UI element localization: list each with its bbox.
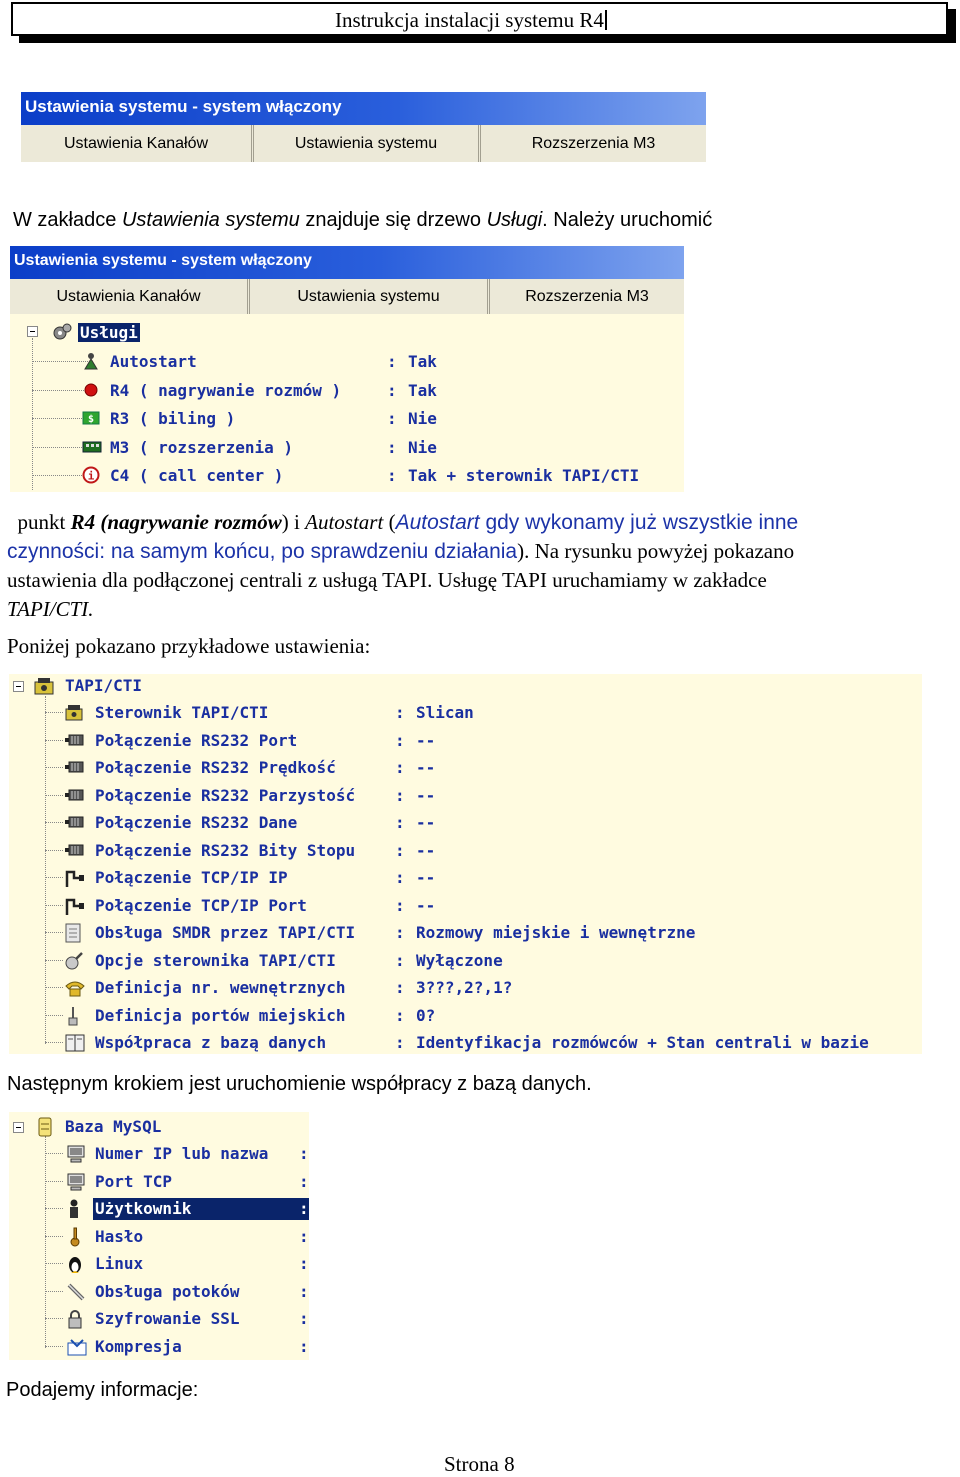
handset-icon: [64, 978, 82, 996]
service-row[interactable]: [10, 407, 684, 431]
page-number: Strona 8: [444, 1452, 515, 1476]
setting-label: Hasło: [95, 1226, 144, 1246]
separator: :: [299, 1281, 309, 1301]
separator: :: [395, 703, 405, 722]
tapi-setting-row[interactable]: [9, 1031, 922, 1054]
setting-value: --: [416, 813, 436, 832]
tapi-setting-row[interactable]: [9, 756, 922, 780]
setting-value: --: [416, 730, 436, 750]
setting-label: Współpraca z bazą danych: [95, 1033, 327, 1052]
info-icon: [82, 466, 100, 484]
tapi-setting-row[interactable]: [9, 949, 922, 973]
tab-bar: [21, 125, 706, 162]
service-row[interactable]: [10, 379, 684, 403]
separator: :: [299, 1144, 309, 1163]
setting-value: --: [416, 895, 436, 915]
services-tree: [10, 314, 684, 492]
separator: :: [299, 1336, 309, 1356]
paragraph-services-intro: W zakładce Ustawienia systemu znajduje się drzewo Usługi. Należy uruchomić: [13, 209, 713, 231]
setting-label: Połączenie RS232 Parzystość: [95, 785, 356, 805]
setting-label: Obsługa SMDR przez TAPI/CTI: [95, 923, 356, 942]
svg-text:i: i: [87, 469, 95, 483]
mysql-setting-row[interactable]: [9, 1252, 309, 1276]
tree-root[interactable]: Usługi: [10, 322, 684, 344]
mysql-setting-row[interactable]: [9, 1197, 309, 1221]
setting-label: Połączenie RS232 Bity Stopu: [95, 840, 356, 860]
document-title: Instrukcja instalacji systemu R4: [335, 8, 607, 33]
plug-icon: [64, 1006, 82, 1024]
document-icon: [64, 923, 82, 941]
separator: :: [395, 923, 405, 942]
page-header: [11, 2, 948, 36]
setting-label: Połączenie TCP/IP Port: [95, 895, 307, 915]
service-label: M3 ( rozszerzenia ): [110, 437, 294, 457]
service-label: R4 ( nagrywanie rozmów ): [110, 380, 342, 400]
tools-icon: [64, 951, 82, 969]
separator: :: [299, 1199, 309, 1218]
service-value: Tak: [408, 380, 437, 400]
tapi-setting-row[interactable]: [9, 894, 922, 918]
separator: :: [395, 895, 405, 915]
tab-system-settings[interactable]: Ustawienia systemu: [250, 279, 490, 314]
separator: :: [395, 978, 405, 997]
setting-value: Wyłączone: [416, 950, 503, 970]
red-dot-icon: [82, 381, 100, 399]
separator: :: [387, 437, 397, 457]
tapi-setting-row[interactable]: [9, 811, 922, 835]
setting-label: Linux: [95, 1254, 144, 1273]
service-value: Tak: [408, 352, 437, 371]
service-row[interactable]: [10, 464, 684, 488]
service-value: Tak + sterownik TAPI/CTI: [408, 466, 640, 485]
separator: :: [395, 950, 405, 970]
board-icon: [82, 438, 100, 456]
tab-bar: [10, 279, 684, 314]
tapi-setting-row[interactable]: [9, 784, 922, 808]
mysql-setting-row[interactable]: [9, 1280, 309, 1304]
separator: :: [395, 868, 405, 887]
connector-icon: [64, 841, 82, 859]
key-icon: [66, 1227, 84, 1245]
paragraph-line: punkt R4 (nagrywanie rozmów) i Autostart (Autostart gdy wykonamy już wszystkie inne: [17, 510, 799, 534]
tapi-setting-row[interactable]: [9, 921, 922, 945]
person-icon: [82, 352, 100, 370]
separator: :: [395, 840, 405, 860]
separator: :: [299, 1226, 309, 1246]
paragraph-r4-instructions: [7, 508, 952, 624]
separator: :: [387, 466, 397, 485]
setting-label: Połączenie RS232 Dane: [95, 813, 298, 832]
lock-icon: [66, 1309, 84, 1327]
separator: :: [395, 1005, 405, 1025]
penguin-icon: [66, 1254, 84, 1272]
setting-label: Połączenie RS232 Port: [95, 730, 298, 750]
phone-icon: [64, 703, 82, 721]
database-icon: [37, 1117, 55, 1135]
setting-value: 3???,2?,1?: [416, 978, 513, 997]
mysql-setting-row[interactable]: [9, 1142, 309, 1166]
service-value: Nie: [408, 437, 437, 457]
separator: :: [387, 380, 397, 400]
tapi-setting-row[interactable]: [9, 976, 922, 1000]
setting-label: Definicja portów miejskich: [95, 1005, 346, 1025]
svg-text:$: $: [87, 414, 95, 425]
paragraph-provide-info: Podajemy informacje:: [6, 1379, 199, 1401]
screenshot-services-tree: [10, 246, 684, 492]
setting-label: Opcje sterownika TAPI/CTI: [95, 950, 336, 970]
window-titlebar: Ustawienia systemu - system włączony: [10, 246, 684, 279]
pipe-icon: [66, 1282, 84, 1300]
mysql-tree: [9, 1112, 309, 1360]
setting-label: Połączenie TCP/IP IP: [95, 868, 288, 887]
setting-value: --: [416, 758, 436, 777]
mysql-setting-row[interactable]: [9, 1307, 309, 1331]
setting-label: Sterownik TAPI/CTI: [95, 703, 269, 722]
paragraph-line: TAPI/CTI.: [7, 597, 94, 621]
phone-icon: [33, 676, 51, 694]
setting-label: Kompresja: [95, 1336, 182, 1356]
separator: :: [299, 1254, 309, 1273]
connector-icon: [64, 758, 82, 776]
book-icon: [64, 1033, 82, 1051]
service-label: Autostart: [110, 352, 197, 371]
tree-root[interactable]: Baza MySQL: [9, 1115, 309, 1139]
screenshot-tapi-tree: [9, 674, 922, 1054]
network-icon: [64, 896, 82, 914]
service-label: R3 ( biling ): [110, 409, 236, 428]
tab-channel-settings[interactable]: Ustawienia Kanałów: [10, 279, 250, 314]
setting-label: Numer IP lub nazwa: [95, 1144, 269, 1163]
service-label: C4 ( call center ): [110, 466, 284, 485]
separator: :: [387, 409, 397, 428]
tapi-setting-row[interactable]: [9, 729, 922, 753]
separator: :: [299, 1309, 309, 1328]
computer-icon: [66, 1172, 84, 1190]
paragraph-line: ustawienia dla podłączonej centrali z usługą TAPI. Usługę TAPI uruchamiamy w zakładce: [7, 568, 767, 592]
separator: :: [395, 785, 405, 805]
connector-icon: [64, 786, 82, 804]
setting-value: Rozmowy miejskie i wewnętrzne: [416, 923, 696, 942]
screenshot-system-settings-tabs: [21, 92, 706, 162]
setting-label: Szyfrowanie SSL: [95, 1309, 240, 1328]
separator: :: [395, 1033, 405, 1052]
setting-label: Port TCP: [95, 1171, 173, 1191]
service-row[interactable]: [10, 436, 684, 460]
computer-icon: [66, 1144, 84, 1162]
window-titlebar: Ustawienia systemu - system włączony: [21, 92, 706, 125]
separator: :: [387, 352, 397, 371]
tab-channel-settings[interactable]: Ustawienia Kanałów: [21, 125, 254, 162]
service-value: Nie: [408, 409, 437, 428]
setting-label: Definicja nr. wewnętrznych: [95, 978, 346, 997]
network-icon: [64, 868, 82, 886]
mysql-setting-row[interactable]: [9, 1335, 309, 1359]
mysql-setting-row[interactable]: [9, 1170, 309, 1194]
setting-value: 0?: [416, 1005, 436, 1025]
separator: :: [395, 758, 405, 777]
setting-label: Połączenie RS232 Prędkość: [95, 758, 336, 777]
setting-value: --: [416, 785, 436, 805]
tapi-tree: [9, 674, 922, 1054]
connector-icon: [64, 813, 82, 831]
tapi-setting-row[interactable]: [9, 701, 922, 725]
tapi-setting-row[interactable]: [9, 839, 922, 863]
setting-label: Obsługa potoków: [95, 1281, 240, 1301]
screenshot-mysql-tree: [9, 1112, 309, 1360]
tab-m3-extensions[interactable]: Rozszerzenia M3: [531, 134, 656, 152]
setting-value: Identyfikacja rozmówców + Stan centrali w bazie: [416, 1033, 869, 1052]
separator: :: [395, 813, 405, 832]
setting-value: --: [416, 868, 436, 887]
setting-value: --: [416, 840, 436, 860]
paragraph-next-step: Następnym krokiem jest uruchomienie współpracy z bazą danych.: [7, 1073, 592, 1095]
mysql-setting-row[interactable]: [9, 1225, 309, 1249]
tapi-setting-row[interactable]: [9, 1004, 922, 1028]
user-icon: [66, 1199, 84, 1217]
service-row[interactable]: [10, 350, 684, 374]
separator: :: [299, 1171, 309, 1191]
tree-root[interactable]: TAPI/CTI: [9, 674, 922, 698]
compress-icon: [66, 1337, 84, 1355]
money-icon: [82, 409, 100, 427]
setting-label: Użytkownik: [95, 1199, 192, 1218]
tab-m3-extensions[interactable]: Rozszerzenia M3: [525, 287, 649, 305]
setting-value: Slican: [416, 703, 474, 722]
gears-icon: [52, 323, 70, 341]
tapi-setting-row[interactable]: [9, 866, 922, 890]
separator: :: [395, 730, 405, 750]
paragraph-line: czynności: na samym końcu, po sprawdzeniu działania). Na rysunku powyżej pokazano: [7, 539, 795, 563]
tab-system-settings[interactable]: Ustawienia systemu: [254, 125, 481, 162]
paragraph-example-settings: Poniżej pokazano przykładowe ustawienia:: [7, 634, 371, 658]
connector-icon: [64, 731, 82, 749]
